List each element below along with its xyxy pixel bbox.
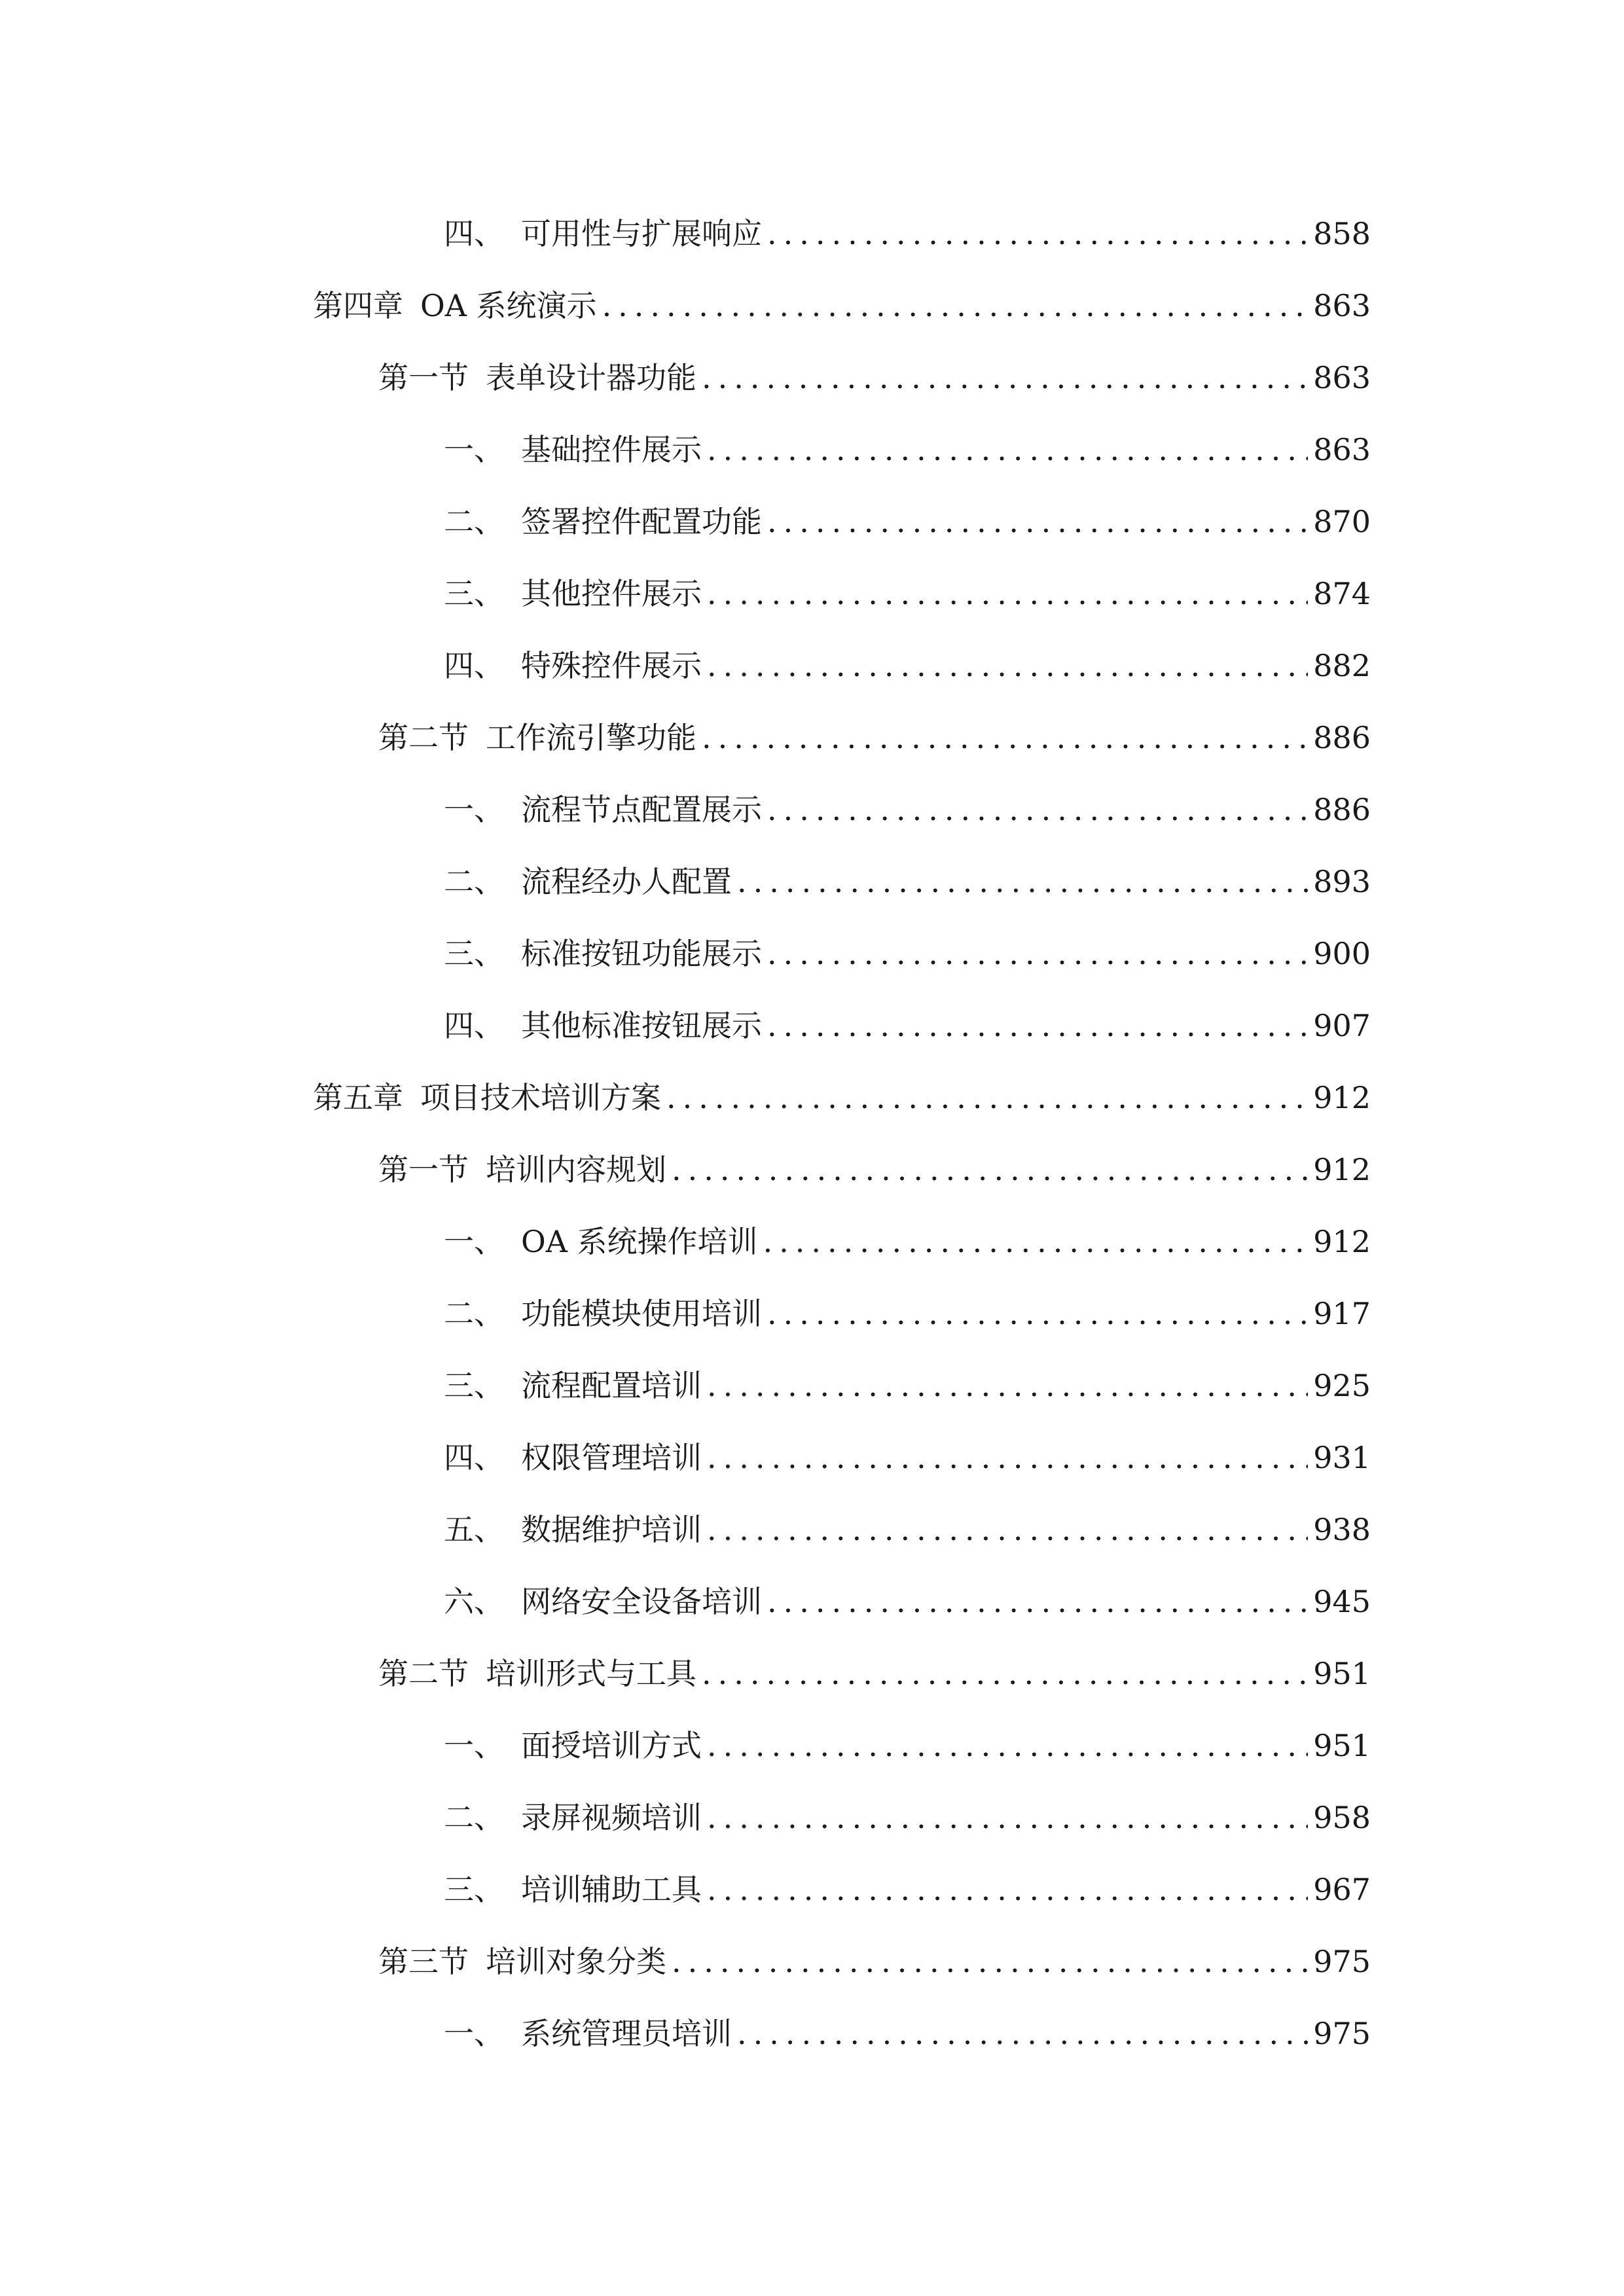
toc-entry-number: 一、 — [444, 432, 504, 467]
toc-entry-title: 培训形式与工具 — [486, 1656, 696, 1691]
toc-entry-page: 863 — [1313, 432, 1371, 467]
toc-entry[interactable] — [378, 347, 1371, 393]
toc-dot-leader — [767, 1587, 1308, 1617]
toc-dot-leader — [707, 1443, 1308, 1473]
toc-entry-number: 第一节 — [378, 360, 469, 395]
toc-dot-leader — [767, 219, 1308, 249]
toc-entry-title: 流程经办人配置 — [521, 864, 732, 899]
toc-entry-title-wrap — [444, 1368, 707, 1403]
toc-entry[interactable] — [444, 419, 1371, 465]
toc-entry-title-wrap — [444, 792, 767, 827]
toc-dot-leader — [767, 939, 1308, 969]
toc-entry-number: 四、 — [444, 648, 504, 683]
toc-entry[interactable] — [444, 1499, 1371, 1545]
toc-entry-number: 四、 — [444, 1440, 504, 1475]
toc-dot-leader — [672, 1155, 1308, 1185]
toc-entry-number: 一、 — [444, 1728, 504, 1763]
toc-entry-title-wrap — [444, 1728, 707, 1763]
toc-entry[interactable] — [378, 707, 1371, 753]
toc-entry-title: 其他控件展示 — [521, 576, 702, 611]
toc-entry-page: 975 — [1313, 2016, 1371, 2051]
toc-entry[interactable] — [313, 275, 1371, 321]
toc-entry[interactable] — [444, 1787, 1371, 1833]
toc-dot-leader — [737, 2018, 1308, 2049]
toc-entry-title-wrap — [313, 1080, 666, 1115]
toc-entry-title-wrap — [444, 432, 707, 467]
toc-entry-title: 表单设计器功能 — [486, 360, 696, 395]
toc-dot-leader — [602, 291, 1308, 321]
toc-entry-page: 925 — [1313, 1368, 1371, 1403]
toc-entry-title: 流程配置培训 — [521, 1368, 702, 1403]
toc-entry-title: 流程节点配置展示 — [521, 792, 762, 827]
toc-dot-leader — [767, 1011, 1308, 1041]
toc-entry[interactable] — [444, 1859, 1371, 1905]
toc-entry-title-wrap — [378, 1152, 672, 1187]
toc-entry-title: 培训内容规划 — [486, 1152, 666, 1187]
toc-entry[interactable] — [444, 203, 1371, 249]
toc-entry-page: 886 — [1313, 792, 1371, 827]
toc-entry-title-wrap — [444, 1224, 763, 1259]
toc-entry[interactable] — [444, 1571, 1371, 1617]
toc-entry-page: 951 — [1313, 1728, 1371, 1763]
toc-entry-title: 工作流引擎功能 — [486, 720, 696, 755]
toc-dot-leader — [763, 1227, 1308, 1257]
toc-entry-title-wrap — [444, 1008, 767, 1043]
toc-entry[interactable] — [444, 1427, 1371, 1473]
toc-entry-title: 签署控件配置功能 — [521, 504, 762, 539]
toc-entry-title-wrap — [444, 504, 767, 539]
toc-dot-leader — [767, 507, 1308, 537]
toc-dot-leader — [702, 723, 1308, 753]
toc-entry-title-wrap — [444, 1800, 707, 1835]
toc-entry-number: 四、 — [444, 216, 504, 251]
toc-entry-title: OA 系统演示 — [420, 288, 597, 323]
toc-entry-title-wrap — [444, 1584, 767, 1619]
toc-entry-title-wrap — [378, 720, 702, 755]
toc-entry-number: 第三节 — [378, 1944, 469, 1979]
toc-entry[interactable] — [378, 1931, 1371, 1977]
toc-entry-title: 可用性与扩展响应 — [521, 216, 762, 251]
toc-dot-leader — [737, 867, 1308, 897]
toc-entry[interactable] — [444, 1355, 1371, 1401]
toc-entry-page: 917 — [1313, 1296, 1371, 1331]
toc-dot-leader — [666, 1083, 1308, 1113]
toc-entry-title: 基础控件展示 — [521, 432, 702, 467]
toc-entry[interactable] — [444, 491, 1371, 537]
toc-entry-title: OA 系统操作培训 — [521, 1224, 758, 1259]
toc-entry-number: 六、 — [444, 1584, 504, 1619]
toc-entry-page: 907 — [1313, 1008, 1371, 1043]
toc-dot-leader — [767, 795, 1308, 825]
toc-entry-number: 三、 — [444, 1872, 504, 1907]
toc-entry-title: 系统管理员培训 — [521, 2016, 732, 2051]
toc-entry[interactable] — [444, 995, 1371, 1041]
toc-entry-title-wrap — [444, 648, 707, 683]
toc-entry-title-wrap — [378, 360, 702, 395]
toc-entry-page: 967 — [1313, 1872, 1371, 1907]
toc-dot-leader — [767, 1299, 1308, 1329]
toc-entry[interactable] — [444, 1211, 1371, 1257]
toc-entry-title: 网络安全设备培训 — [521, 1584, 762, 1619]
toc-entry-title-wrap — [444, 1440, 707, 1475]
toc-entry-number: 三、 — [444, 1368, 504, 1403]
toc-entry-number: 二、 — [444, 1800, 504, 1835]
toc-entry-title-wrap — [444, 936, 767, 971]
toc-entry-title: 功能模块使用培训 — [521, 1296, 762, 1331]
toc-entry-number: 三、 — [444, 576, 504, 611]
toc-entry-page: 912 — [1313, 1224, 1371, 1259]
toc-entry-number: 第四章 — [313, 288, 403, 323]
toc-entry-page: 912 — [1313, 1080, 1371, 1115]
toc-entry-title: 其他标准按钮展示 — [521, 1008, 762, 1043]
toc-entry-title-wrap — [444, 1874, 707, 1905]
toc-entry-title: 权限管理培训 — [521, 1440, 702, 1475]
toc-entry-title-wrap — [444, 864, 737, 899]
toc-dot-leader — [707, 1803, 1308, 1833]
toc-entry-title-wrap — [378, 1656, 702, 1691]
toc-entry-number: 一、 — [444, 1224, 504, 1259]
toc-entry-page: 893 — [1313, 864, 1371, 899]
toc-dot-leader — [702, 1659, 1308, 1689]
toc-entry[interactable] — [444, 635, 1371, 681]
toc-entry-page: 912 — [1313, 1152, 1371, 1187]
toc-entry-number: 三、 — [444, 936, 504, 971]
toc-entry-page: 858 — [1313, 216, 1371, 251]
toc-entry-title: 标准按钮功能展示 — [521, 936, 762, 971]
toc-entry-title-wrap — [444, 1296, 767, 1331]
toc-entry-page: 931 — [1313, 1440, 1371, 1475]
toc-entry-page: 951 — [1313, 1656, 1371, 1691]
toc-entry-title: 培训对象分类 — [486, 1944, 666, 1979]
toc-entry[interactable] — [444, 563, 1371, 609]
toc-entry-page: 886 — [1313, 720, 1371, 755]
toc-entry-page: 882 — [1313, 648, 1371, 683]
toc-entry-title: 数据维护培训 — [521, 1512, 702, 1547]
toc-entry[interactable] — [444, 1715, 1371, 1761]
toc-entry-title-wrap — [444, 576, 707, 611]
toc-entry-title-wrap — [378, 1946, 672, 1977]
toc-entry-number: 二、 — [444, 864, 504, 899]
toc-entry-page: 958 — [1313, 1800, 1371, 1835]
toc-entry-title: 录屏视频培训 — [521, 1800, 702, 1835]
toc-entry-page: 863 — [1313, 360, 1371, 395]
toc-entry-title: 培训辅助工具 — [521, 1872, 702, 1907]
toc-entry[interactable] — [313, 1067, 1371, 1113]
toc-entry-page: 874 — [1313, 576, 1371, 611]
toc-entry[interactable] — [378, 1643, 1371, 1689]
toc-entry[interactable] — [444, 1283, 1371, 1329]
toc-entry[interactable] — [444, 923, 1371, 969]
toc-entry-page: 975 — [1313, 1944, 1371, 1979]
toc-entry-page: 938 — [1313, 1512, 1371, 1547]
toc-entry-title: 项目技术培训方案 — [420, 1080, 661, 1115]
toc-entry-number: 第二节 — [378, 1656, 469, 1691]
toc-dot-leader — [707, 1874, 1308, 1905]
toc-entry-number: 四、 — [444, 1008, 504, 1043]
toc-dot-leader — [707, 1731, 1308, 1761]
toc-entry-number: 一、 — [444, 792, 504, 827]
toc-entry-number: 二、 — [444, 504, 504, 539]
toc-entry-number: 第五章 — [313, 1080, 403, 1115]
toc-entry-number: 五、 — [444, 1512, 504, 1547]
toc-entry-title-wrap — [444, 1512, 707, 1547]
toc-dot-leader — [702, 363, 1308, 393]
toc-entry[interactable] — [444, 851, 1371, 897]
toc-entry-page: 945 — [1313, 1584, 1371, 1619]
toc-entry-number: 二、 — [444, 1296, 504, 1331]
toc-entry-number: 第二节 — [378, 720, 469, 755]
toc-entry[interactable] — [444, 2003, 1371, 2049]
toc-dot-leader — [672, 1946, 1308, 1977]
toc-entry-title: 面授培训方式 — [521, 1728, 702, 1763]
toc-dot-leader — [707, 435, 1308, 465]
toc-dot-leader — [707, 651, 1308, 681]
toc-entry[interactable] — [378, 1139, 1371, 1185]
toc-dot-leader — [707, 1371, 1308, 1401]
toc-entry-number: 第一节 — [378, 1152, 469, 1187]
toc-dot-leader — [707, 579, 1308, 609]
toc-entry-title-wrap — [444, 216, 767, 251]
toc-entry-title-wrap — [313, 288, 602, 323]
toc-entry-page: 900 — [1313, 936, 1371, 971]
toc-dot-leader — [707, 1515, 1308, 1545]
toc-entry[interactable] — [444, 779, 1371, 825]
toc-entry-title-wrap — [444, 2018, 737, 2049]
toc-entry-page: 863 — [1313, 288, 1371, 323]
toc-entry-number: 一、 — [444, 2016, 504, 2051]
toc-entry-title: 特殊控件展示 — [521, 648, 702, 683]
toc-entry-page: 870 — [1313, 504, 1371, 539]
